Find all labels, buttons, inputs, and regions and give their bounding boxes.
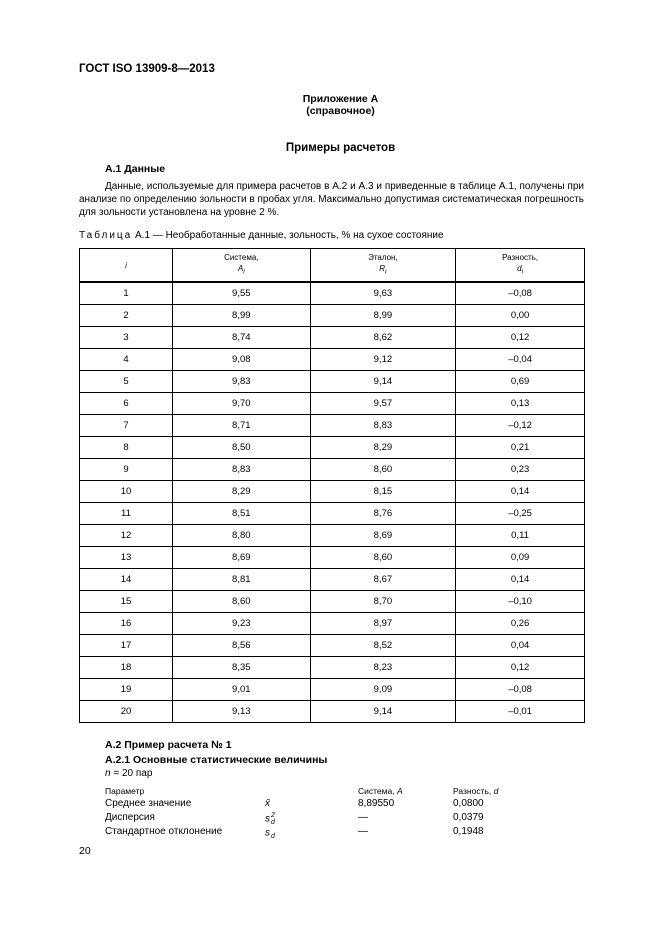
cell-system: 9,55	[172, 282, 310, 305]
cell-difference: –0,12	[456, 415, 585, 437]
cell-reference: 8,62	[310, 327, 456, 349]
table-row	[80, 327, 585, 349]
stats-diff-value: 0,0379	[453, 812, 484, 823]
stats-diff-value: 0,1948	[453, 826, 484, 837]
cell-index: 7	[80, 415, 173, 437]
cell-system: 8,29	[172, 481, 310, 503]
cell-system: 9,83	[172, 371, 310, 393]
stats-label: Дисперсия	[105, 812, 155, 823]
table-caption	[79, 230, 444, 241]
table-row	[80, 525, 585, 547]
table-row	[80, 459, 585, 481]
cell-reference: 8,67	[310, 569, 456, 591]
cell-difference: 0,14	[456, 481, 585, 503]
stats-label: Стандартное отклонение	[105, 826, 223, 837]
table-row	[80, 613, 585, 635]
cell-system: 8,35	[172, 657, 310, 679]
cell-reference: 8,69	[310, 525, 456, 547]
stats-header-system: Система, A	[358, 786, 403, 796]
stats-diff-value: 0,0800	[453, 798, 484, 809]
cell-reference: 9,63	[310, 282, 456, 305]
cell-system: 9,23	[172, 613, 310, 635]
a1-paragraph: Данные, используемые для примера расчетов в А.2 и А.3 и приведенные в таблице А.1, получены при анализе по определению зольности в пробах угля. Максимально допустимая систематическая погрешность для зольности установлена на уровне 2 %.	[79, 181, 584, 218]
cell-reference: 8,60	[310, 459, 456, 481]
cell-index: 6	[80, 393, 173, 415]
cell-difference: 0,26	[456, 613, 585, 635]
cell-difference: 0,13	[456, 393, 585, 415]
section-title: Примеры расчетов	[285, 142, 396, 154]
table-row	[80, 591, 585, 613]
cell-index: 13	[80, 547, 173, 569]
table-row	[80, 657, 585, 679]
stats-symbol: s d	[265, 827, 275, 840]
cell-difference: 0,21	[456, 437, 585, 459]
cell-system: 8,71	[172, 415, 310, 437]
stats-header-diff: Разность, d	[453, 786, 499, 796]
stats-system-value: —	[358, 826, 368, 837]
a1-heading: А.1 Данные	[105, 163, 166, 175]
cell-system: 8,81	[172, 569, 310, 591]
cell-system: 8,83	[172, 459, 310, 481]
stats-symbol: x̄	[265, 798, 270, 809]
stats-system-value: 8,89550	[358, 798, 395, 809]
table-row	[80, 635, 585, 657]
cell-system: 8,51	[172, 503, 310, 525]
cell-index: 19	[80, 679, 173, 701]
pairs-count: n = 20 пар	[105, 768, 153, 779]
standard-header: ГОСТ ISO 13909-8—2013	[79, 63, 215, 75]
table-row	[80, 701, 585, 723]
cell-index: 16	[80, 613, 173, 635]
data-table	[79, 248, 585, 723]
cell-index: 17	[80, 635, 173, 657]
cell-index: 5	[80, 371, 173, 393]
table-row	[80, 437, 585, 459]
header-reference: Эталон, $R_i$	[310, 249, 456, 283]
cell-reference: 8,23	[310, 657, 456, 679]
table-header-row	[80, 249, 585, 283]
cell-reference: 8,99	[310, 305, 456, 327]
cell-system: 9,13	[172, 701, 310, 723]
cell-index: 20	[80, 701, 173, 723]
table-caption-prefix: Таблица	[79, 230, 133, 241]
cell-index: 4	[80, 349, 173, 371]
cell-difference: 0,69	[456, 371, 585, 393]
cell-difference: 0,09	[456, 547, 585, 569]
cell-system: 8,60	[172, 591, 310, 613]
cell-difference: –0,08	[456, 282, 585, 305]
header-difference: Разность, $d_i$	[456, 249, 585, 283]
cell-system: 8,99	[172, 305, 310, 327]
cell-index: 15	[80, 591, 173, 613]
cell-index: 2	[80, 305, 173, 327]
cell-index: 3	[80, 327, 173, 349]
cell-reference: 9,12	[310, 349, 456, 371]
appendix-subtitle: (справочное)	[306, 105, 375, 117]
cell-index: 1	[80, 282, 173, 305]
a21-heading: А.2.1 Основные статистические величины	[105, 754, 328, 766]
cell-difference: 0,14	[456, 569, 585, 591]
cell-system: 8,74	[172, 327, 310, 349]
stats-label: Среднее значение	[105, 798, 192, 809]
cell-index: 18	[80, 657, 173, 679]
cell-reference: 8,97	[310, 613, 456, 635]
cell-system: 8,50	[172, 437, 310, 459]
cell-difference: –0,10	[456, 591, 585, 613]
cell-reference: 9,09	[310, 679, 456, 701]
cell-reference: 8,70	[310, 591, 456, 613]
cell-difference: 0,12	[456, 327, 585, 349]
table-row	[80, 393, 585, 415]
page-number: 20	[79, 845, 91, 857]
a2-heading: А.2 Пример расчета № 1	[105, 739, 232, 751]
cell-difference: 0,00	[456, 305, 585, 327]
table-row	[80, 282, 585, 305]
table-row	[80, 371, 585, 393]
table-row	[80, 349, 585, 371]
header-system: Система, $A_i$	[172, 249, 310, 283]
cell-reference: 8,83	[310, 415, 456, 437]
table-row	[80, 503, 585, 525]
cell-system: 9,70	[172, 393, 310, 415]
table-row	[80, 481, 585, 503]
table-caption-text: А.1 — Необработанные данные, зольность, % на сухое состояние	[132, 230, 444, 241]
cell-index: 12	[80, 525, 173, 547]
table-row	[80, 305, 585, 327]
cell-difference: 0,04	[456, 635, 585, 657]
appendix-title: Приложение А	[302, 93, 379, 105]
cell-system: 8,56	[172, 635, 310, 657]
cell-reference: 8,52	[310, 635, 456, 657]
cell-index: 9	[80, 459, 173, 481]
cell-reference: 9,14	[310, 371, 456, 393]
cell-difference: 0,12	[456, 657, 585, 679]
table-row	[80, 569, 585, 591]
cell-index: 14	[80, 569, 173, 591]
cell-difference: –0,08	[456, 679, 585, 701]
stats-header-param: Параметр	[105, 786, 145, 796]
cell-reference: 8,76	[310, 503, 456, 525]
cell-difference: –0,01	[456, 701, 585, 723]
stats-symbol: s 2 d	[265, 812, 275, 826]
cell-reference: 8,60	[310, 547, 456, 569]
cell-difference: –0,04	[456, 349, 585, 371]
cell-reference: 8,29	[310, 437, 456, 459]
cell-system: 8,69	[172, 547, 310, 569]
cell-difference: 0,23	[456, 459, 585, 481]
header-index: i	[80, 249, 173, 283]
table-row	[80, 679, 585, 701]
cell-system: 8,80	[172, 525, 310, 547]
cell-reference: 9,14	[310, 701, 456, 723]
cell-index: 10	[80, 481, 173, 503]
cell-difference: –0,25	[456, 503, 585, 525]
cell-index: 11	[80, 503, 173, 525]
table-row	[80, 415, 585, 437]
table-body	[80, 282, 585, 723]
table-row	[80, 547, 585, 569]
cell-reference: 8,15	[310, 481, 456, 503]
cell-system: 9,08	[172, 349, 310, 371]
cell-system: 9,01	[172, 679, 310, 701]
cell-reference: 9,57	[310, 393, 456, 415]
cell-difference: 0,11	[456, 525, 585, 547]
stats-system-value: —	[358, 812, 368, 823]
cell-index: 8	[80, 437, 173, 459]
